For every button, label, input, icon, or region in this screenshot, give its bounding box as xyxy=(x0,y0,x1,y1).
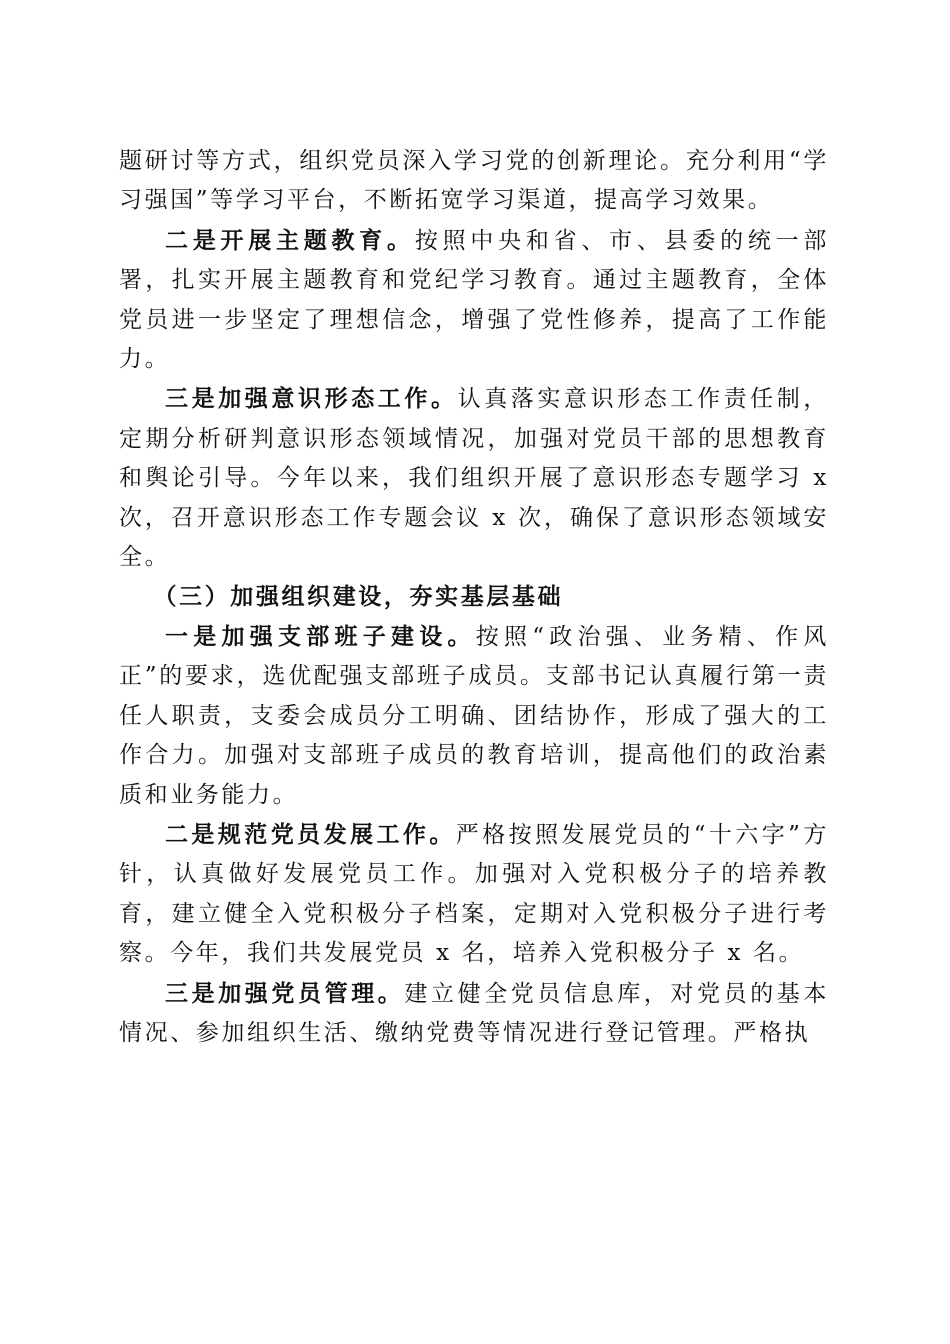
paragraph-member-development xyxy=(119,815,829,974)
paragraph-lead: 一是加强支部班子建设。 xyxy=(165,622,476,650)
paragraph-text: 按照中央和省、市、县委的统一部署，扎实开展主题教育和党纪学习教育。通过主题教育，全体党员进一步坚定了理想信念，增强了党性修养，提高了工作能力。 xyxy=(119,227,829,373)
paragraph-branch-team xyxy=(119,617,829,815)
paragraph-text: 题研讨等方式，组织党员深入学习党的创新理论。充分利用“学习强国”等学习平台，不断拓宽学习渠道，提高学习效果。 xyxy=(119,148,829,214)
paragraph-member-management xyxy=(119,974,829,1054)
paragraph-lead: 三是加强党员管理。 xyxy=(165,979,405,1007)
section-heading: （三）加强组织建设，夯实基层基础 xyxy=(153,583,564,611)
paragraph-lead: 二是规范党员发展工作。 xyxy=(165,820,456,848)
paragraph-lead: 二是开展主题教育。 xyxy=(165,226,415,254)
paragraph-ideology-work xyxy=(119,379,829,577)
paragraph-lead: 三是加强意识形态工作。 xyxy=(165,385,458,413)
paragraph-theme-education xyxy=(119,221,829,380)
paragraph-study-platform xyxy=(119,142,829,221)
paragraph-text: 严格按照发展党员的“十六字”方针，认真做好发展党员工作。加强对入党积极分子的培养教育，建立健全入党积极分子档案，定期对入党积极分子进行考察。今年，我们共发展党员 x 名，培养入党积极分子 x 名。 xyxy=(119,821,829,967)
document-body xyxy=(119,142,829,1053)
paragraph-text: 认真落实意识形态工作责任制，定期分析研判意识形态领域情况，加强对党员干部的思想教育和舆论引导。今年以来，我们组织开展了意识形态专题学习 x 次，召开意识形态工作专题会议 x 次，确保了意识形态领域安全。 xyxy=(119,386,829,571)
paragraph-text: 建立健全党员信息库，对党员的基本情况、参加组织生活、缴纳党费等情况进行登记管理。严格执 xyxy=(119,980,829,1046)
paragraph-text: 按照“政治强、业务精、作风正”的要求，选优配强支部班子成员。支部书记认真履行第一责任人职责，支委会成员分工明确、团结协作，形成了强大的工作合力。加强对支部班子成员的教育培训，提高他们的政治素质和业务能力。 xyxy=(119,623,829,808)
